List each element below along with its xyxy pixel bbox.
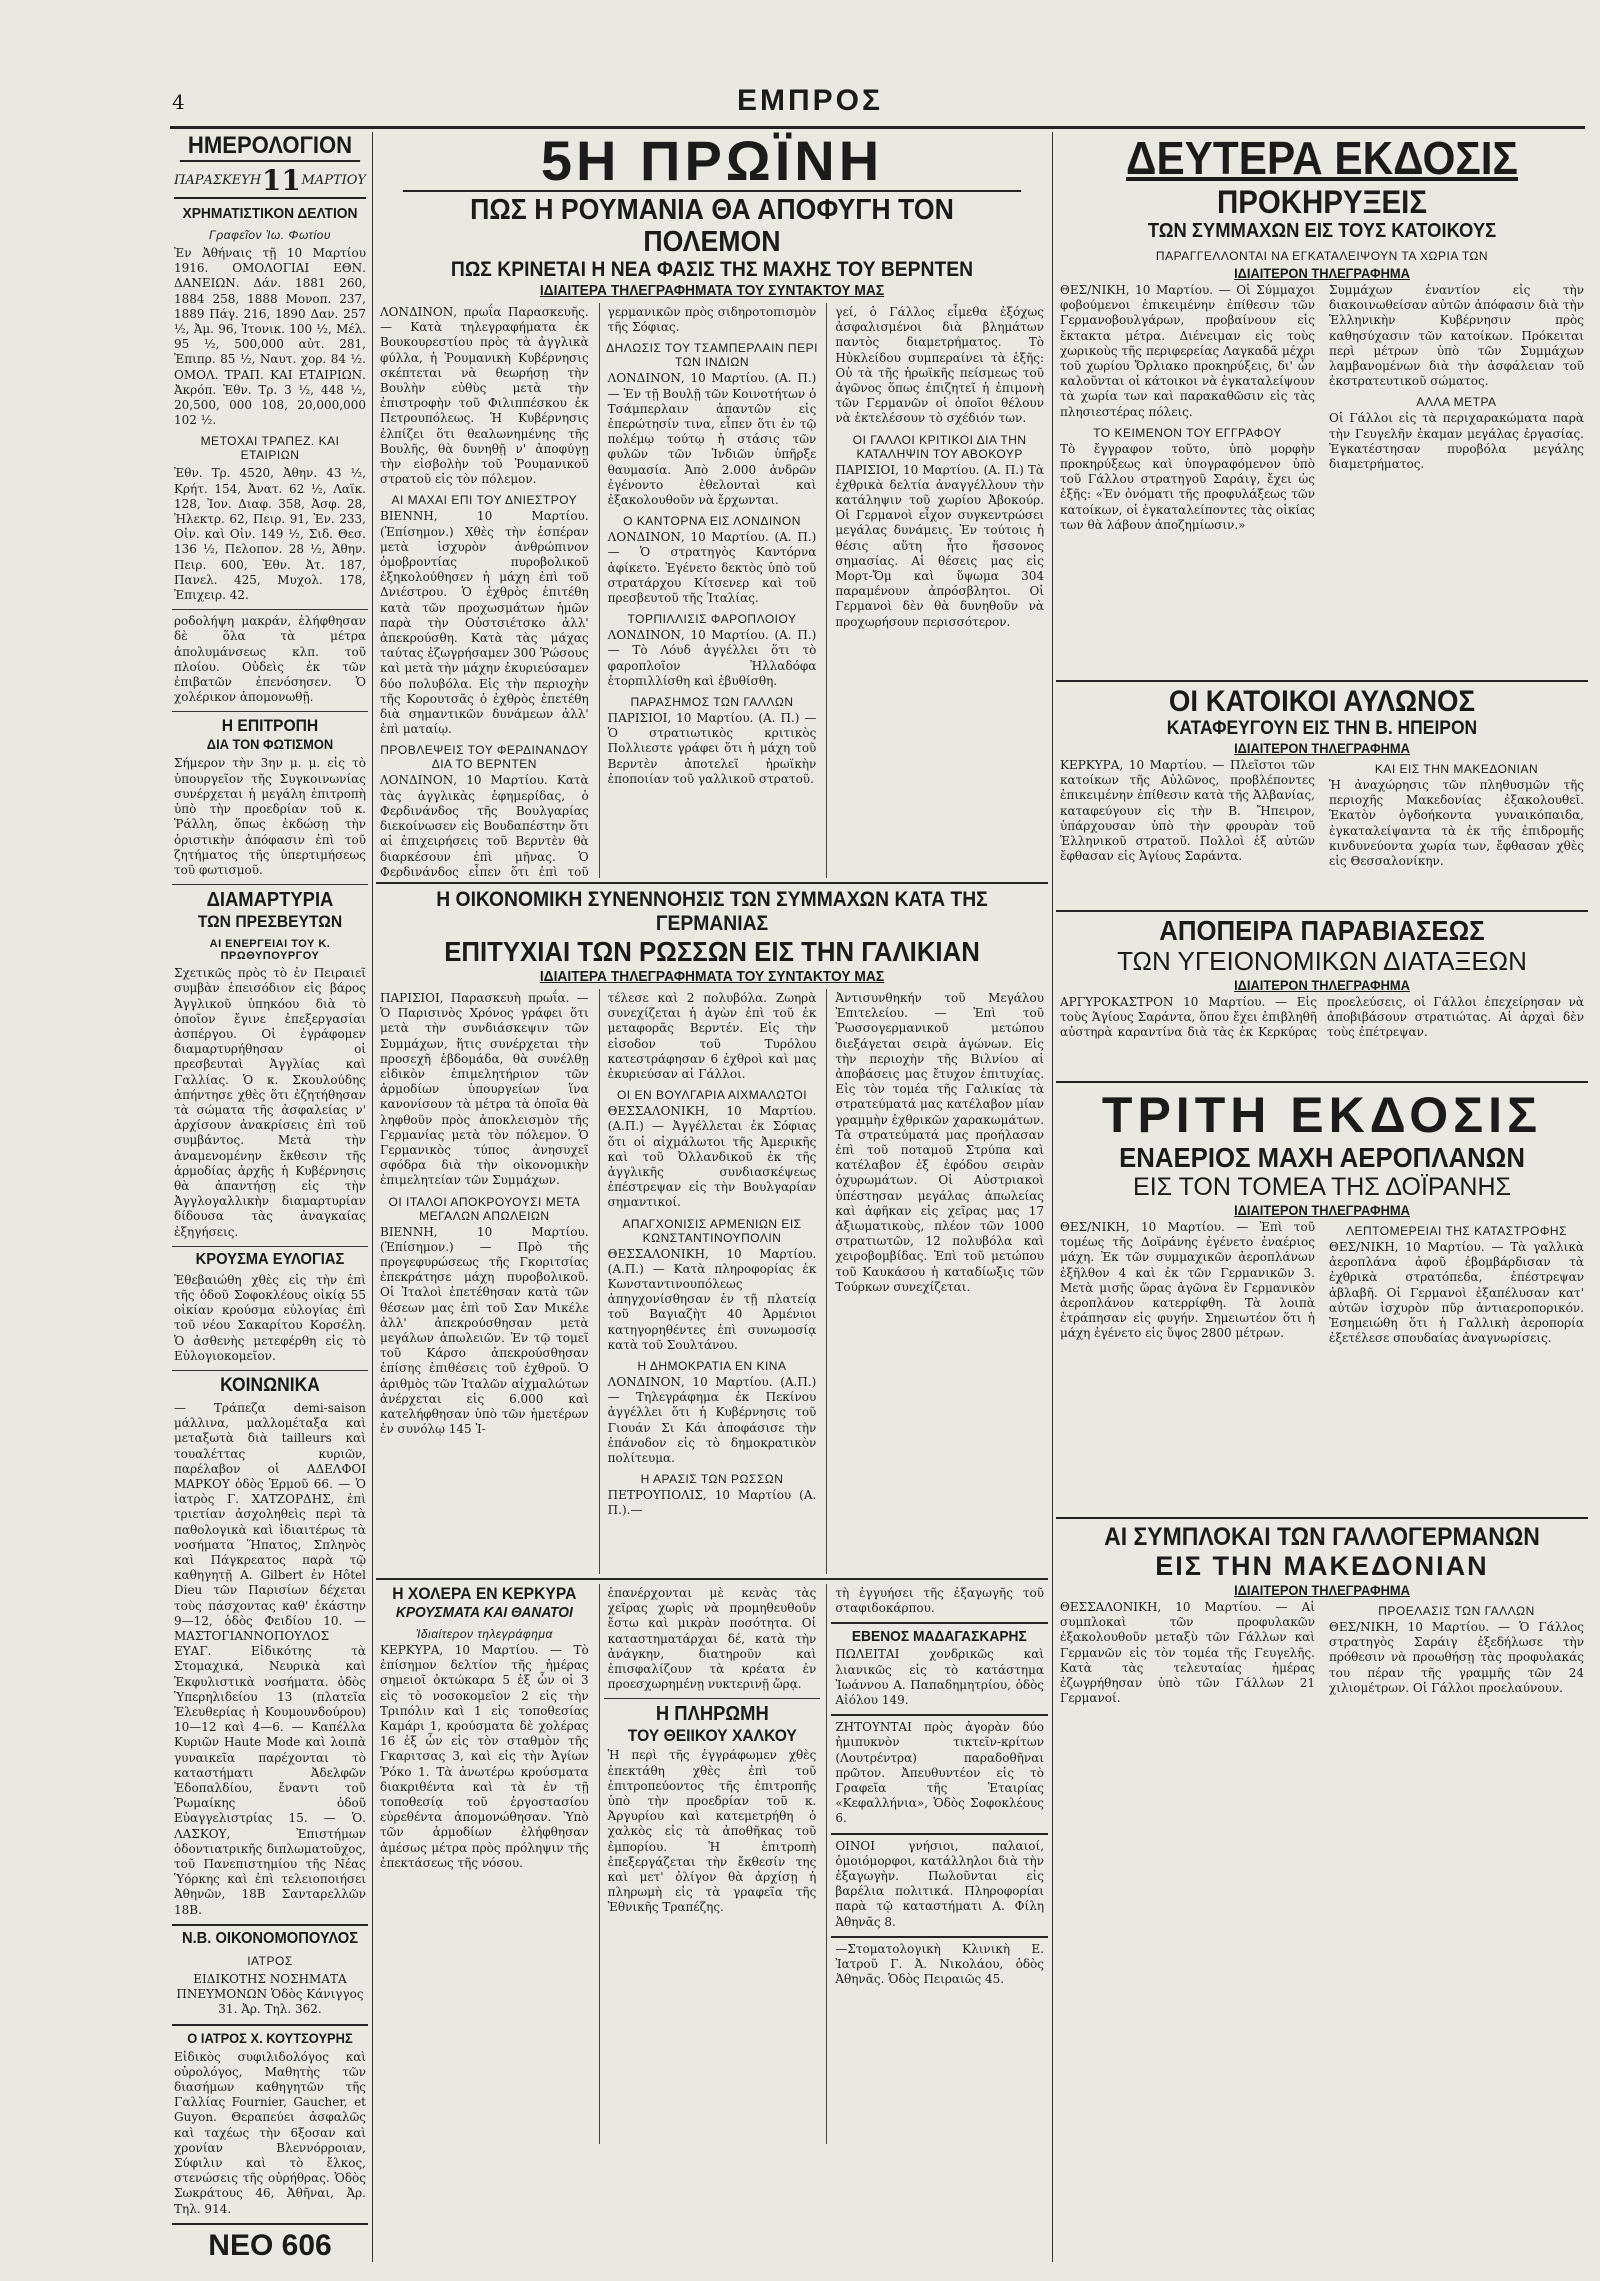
story-text: ΘΕΣ/ΝΙΚΗ, 10 Μαρτίου. — Τὰ γαλλικὰ ἀεροπλάνα ἀφοῦ ἐβομβάρδισαν τὰ ἐχθρικὰ στρατόπεδα, ἐπέστρεψαν ἀβλαβῆ. Οἱ Γερμανοὶ ἐξαπέλυσαν κατ' αὐτῶν ἰσχυρὸν πῦρ ἀντιαεροπορικόν. Ἐσημειώθη ὅτι ἡ Γαλλικὴ ἀεροπορία ἐξετέλεσε σπουδαίας ἀναγνωρίσεις. [1329, 1240, 1584, 1346]
story-text: ΛΟΝΔΙΝΟΝ, 10 Μαρτίου. (Α. Π.) — Ὁ στρατηγὸς Καντόρνα ἀφίκετο. Ἐγένετο δεκτὸς ὑπὸ τοῦ στρατάρχου Κίτσενερ καὶ τοῦ πρεσβευτοῦ τῆς Ἰταλίας. [607, 530, 817, 606]
protest-title: ΔΙΑΜΑΡΤΥΡΙΑ [206, 889, 334, 912]
third-edition-title: ΤΡΙΤΗ ΕΚΔΟΣΙΣ [1101, 1087, 1543, 1143]
skirmishes-stories [1056, 1598, 1588, 1848]
social-text: — Τράπεζα demi-saison μάλλινα, μαλλομέταξα καὶ μεταξωτὰ διὰ tailleurs καὶ τουαλέττας κυριῶν, παρέλαβον οἱ ΑΔΕΛΦΟΙ ΜΑΡΚΟΥ ὁδὸς Ἑρμοῦ 66. — Ὁ ἰατρὸς Γ. ΧΑΤΖΟΡΔΗΣ, ἐπὶ τριετίαν ἀσχοληθεὶς περὶ τὰ παθολογικὰ καὶ ἰδιαιτέρως τὰ νοσήματα Ἥπατος, Σπληνὸς καὶ Πάγκρεατος παρὰ τῷ καθηγητῇ A. Gilbert ἐν Hôtel Dieu τῶν Παρισίων δέχεται τοὺς πάσχοντας καθ' ἑκάστην 9—12, ὁδὸς Φειδίου 10. — ΜΑΣΤΟΓΙΑΝΝΟΠΟΥΛΟΣ ΕΥΑΓ. Εἰδικότης τὰ Στομαχικά, Νευρικὰ καὶ Ἐκφυλιστικὰ νοσήματα. ὁδὸς Ὑπερηλιδείου 13 (πλατεῖα Ἐλευθερίας ἡ Κουμουνδούρου) 10—12 καὶ 4—6. — Καπέλλα Κυριῶν Haute Mode καὶ λοιπὰ γυναικεῖα παρέχονται τὸ καταστήματι Ἀδελφῶν Ἐδοπαλδίου, ἔναντι τοῦ Ῥωμαίκης ὁδοῦ Εὐαγγελιστρίας 15. — Ὁ. ΛΑΣΚΟΥ, Ἐπιστήμων ὀδοντιατρικῆς διπλωματοῦχος, τοῦ Πανεπιστημίου τῆς Νέας Ὑόρκης καὶ ἐπὶ τελειοποιήσει Ἀθηνῶν, 18Β Σανταρελλῶν 18Β. [174, 1400, 366, 1917]
economic-col-c [826, 989, 1048, 1574]
story-text: Ἀντισυνθηκήν τοῦ Μεγάλου Ἐπιτελείου. — Ἐπὶ τοῦ Ῥωσσογερμανικοῦ μετώπου διεξάγεται σειρὰ ἀγώνων. Εἰς τὴν περιοχὴν τῆς Βιλνίου αἱ ἀποβάσεις μας ἔτυχον ἐπιτυχίας. Εἰς τὸν τομέα τῆς Γαλικίας τὰ στρατεύματά μας κατέλαβον μίαν γραμμὴν ἐχθρικῶν χαρακωμάτων. Τὰ στρατεύματά μας προήλασαν ἐπὶ τοῦ ποταμοῦ Στρύπα καὶ κατέλαβον ἐξ ἐφόδου σειρὰν ὀχυρωμάτων. Οἱ Αὐστριακοὶ ὑπέστησαν μεγάλας ἀπωλείας καὶ ἀφῆκαν εἰς χεῖρας μας 17 ἀξιωματικοὺς, πλέον τῶν 1000 στρατιωτῶν, 12 πολυβόλα καὶ χειροβομβίδας. Ἐπὶ τοῦ μετώπου τοῦ Καυκάσου ἡ καταδίωξις τῶν Τούρκων συνεχίζεται. [835, 991, 1045, 1294]
wine-ad-text: ΟΙΝΟΙ γνήσιοι, παλαιοί, ὁμοιόμορφοι, κατάλληλοι διὰ τὴν ἐξαγωγὴν. Πωλοῦνται εἰς βαρέλια πολιτικά. Πληροφορίαι παρὰ τῷ καταστήματι Α. Φίλη Ἀθηνᾶς 8. [835, 1838, 1045, 1929]
proclamation-col-b [1325, 281, 1588, 676]
left-column [172, 132, 368, 2262]
headline-economic: Η ΟΙΚΟΝΟΜΙΚΗ ΣΥΝΕΝΝΟΗΣΙΣ ΤΩΝ ΣΥΜΜΑΧΩΝ ΚΑΤΑ ΤΗΣ ΓΕΡΜΑΝΙΑΣ [436, 888, 988, 935]
edition-title: 5Η ΠΡΩΪΝΗ [540, 132, 884, 192]
divider [831, 1833, 1048, 1835]
doctor-ad-subtitle: ΙΑΤΡΟΣ [247, 1953, 293, 1968]
cholera-telegram-note: Ἰδιαίτερον τηλεγράφημα [415, 1627, 553, 1641]
proclamation-stories [1056, 281, 1588, 676]
cholera-column [376, 1584, 593, 2144]
attempt-telegram: ΙΔΙΑΙΤΕΡΟΝ ΤΗΛΕΓΡΑΦΗΜΑ [1234, 977, 1410, 993]
doirani-headline: ΕΙΣ ΤΟΝ ΤΟΜΕΑ ΤΗΣ ΔΟΪΡΑΝΗΣ [1133, 1173, 1511, 1201]
economic-col-b [599, 989, 821, 1574]
avlonas-telegram: ΙΔΙΑΙΤΕΡΟΝ ΤΗΛΕΓΡΑΦΗΜΑ [1234, 740, 1410, 756]
aerial-col-a [1056, 1218, 1319, 1513]
story-text: ΘΕΣ/ΝΙΚΗ, 10 Μαρτίου. — Οἱ Σύμμαχοι φοβούμενοι ἐπικειμένην ἐπίθεσιν τῶν Γερμανοβουλγάρων, προβαίνουν εἰς ἔκτακτα μέτρα. Διένειμαν εἰς τοὺς χωρικοὺς τῆς περιφερείας Λαγκαδᾶ μέχρι τοῦ χωρίου Ὄρλιακο προκηρύξεις, δι' ὧν καλοῦνται οἱ κάτοικοι νὰ ἐγκαταλείψουν τὰ χωρία των καὶ παρακαθῶσιν εἰς τὰς πλησιεστέρας πόλεις. [1060, 283, 1315, 419]
classifieds-column [826, 1584, 1048, 2144]
story-text: Συμμάχων ἐναντίον εἰς τὴν διακοινωθείσαν αὐτῶν ἀπόφασιν διὰ τὴν Ἑλληνικὴν Κυβέρνησιν πρὸς καθησύχασιν τῶν κατοίκων. Πρόκειται περὶ μέτρων ὑπὸ τῶν Συμμάχων λαμβανομένων διὰ τὴν ἀσφάλειαν τοῦ ἐκστρατευτικοῦ σώματος. [1329, 283, 1584, 389]
doctor-ad-text: ΕΙΔΙΚΟΤΗΣ ΝΟΣΗΜΑΤΑ ΠΝΕΥΜΟΝΩΝ Ὁδὸς Κάνιγγος 31. Ἀρ. Τηλ. 362. [176, 1971, 364, 2017]
story-text: ΛΟΝΔΙΝΟΝ, 10 Μαρτίου. (Α. Π.) — Ἐν τῇ Βουλῇ τῶν Κοινοτήτων ὁ Τσάμπερλαιν ἀπαντῶν εἰς ἐπερώτησίν τινα, εἶπεν ὅτι ἐν τῷ πολέμῳ τούτῳ ἡ στάσις τῶν φυλῶν τῶν Ἰνδιῶν ὑπῆρξε θαυμασία. Ἀπὸ 2.000 ἀνδρῶν ἐγένοντο ἐθελονταὶ καὶ ἐξακολουθοῦν νὰ ἔρχωνται. [607, 371, 817, 508]
divider [831, 1622, 1048, 1624]
story-text: ΛΟΝΔΙΝΟΝ, 10 Μαρτίου. Κατὰ τὰς ἀγγλικὰς ἐφημερίδας, ὁ Φερδινάνδος τῆς Βουλγαρίας διεκοίνωσεν εἰς Βουδαπέστην ὅτι αἱ ἐπιχειρήσεις τοῦ Βερντὲν θὰ διαρκέσουν ἐπὶ μῆνας. Ὁ Φερδινάνδος εἶπεν ὅτι ἐπὶ τοῦ [380, 773, 589, 878]
wanted-ad-text: ΖΗΤΟΥΝΤΑΙ πρὸς ἀγορὰν δύο ἠμιπυκνὸν τικτεῖν-κρίτων (Λουτρέντρα) παραδοθῆναι πρῶτον. Ἀπευθυντέον εἰς τὸ Γραφεῖα τῆς Ἑταιρίας «Κεφαλλήνια», Ὁδὸς Σοφοκλέους 6. [835, 1720, 1045, 1826]
attempt-title: ΑΠΟΠΕΙΡΑ ΠΑΡΑΒΙΑΣΕΩΣ [1159, 915, 1485, 946]
story-subheading: ΑΠΑΓΧΟΝΙΣΙΣ ΑΡΜΕΝΙΩΝ ΕΙΣ ΚΩΝΣΤΑΝΤΙΝΟΥΠΟΛΙΝ [622, 1216, 802, 1245]
doctor-ad-2-title: Ο ΙΑΤΡΟΣ Χ. ΚΟΥΤΣΟΥΡΗΣ [187, 2029, 353, 2046]
bourse-text-3: ροδολήψη μακράν, ἐλήφθησαν δὲ ὅλα τὰ μέτρα ἀπολυμάνσεως κλπ. τοῦ πλοίου. Οὐδεὶς ἐκ τῶν ἐπιβατῶν ἐπενόσησεν. Ὁ χολέρικον ἀπομονωθῇ. [174, 614, 366, 705]
story-text: ΘΕΣ/ΝΙΚΗ, 10 Μαρτίου. — Ἐπὶ τοῦ τομέως τῆς Δοϊράνης ἐγένετο ἐναέριος μάχη. Ἐκ τῶν συμμαχικῶν ἀεροπλάνων ἐξῆλθον 4 καὶ ἐκ τῶν Γερμανικῶν 3. Μετὰ μισῆς ὥρας ἀγῶνα ἓν Γερμανικὸν ἀεροπλάνον κατερρίφθη. Τὰ λοιπὰ ἐτράπησαν εἰς φυγήν. Σημειωτέον ὅτι ἡ μάχη ἐγένετο εἰς ὕψος 2800 μέτρων. [1060, 1220, 1315, 1341]
divider [172, 884, 368, 885]
second-edition-title: ΔΕΥΤΕΡΑ ΕΚΔΟΣΙΣ [1126, 132, 1518, 184]
headline-romania: ΠΩΣ Η ΡΟΥΜΑΝΙΑ ΘΑ ΑΠΟΦΥΓΗ ΤΟΝ ΠΟΛΕΜΟΝ [403, 190, 1021, 258]
attempt-subtitle: ΤΩΝ ΥΓΕΙΟΝΟΜΙΚΩΝ ΔΙΑΤΑΞΕΩΝ [1117, 946, 1527, 976]
lead-story-col-b [599, 303, 821, 878]
story-text: Ἡ ἀναχώρησις τῶν πληθυσμῶν τῆς περιοχῆς Μακεδονίας ἐξακολουθεῖ. Ἑκατὸν ὀγδοήκοντα γυναικόπαιδα, ἐγκαταλείψαντα τὰ ἐκ τῆς ἐπιδρομῆς κινδυνεύοντα χωρία των, ἔφθασαν χθὲς εἰς Θεσσαλονίκην. [1329, 778, 1584, 869]
lead-story-col-c [826, 303, 1048, 878]
macedonia-headline: ΕΙΣ ΤΗΝ ΜΑΚΕΔΟΝΙΑΝ [1155, 1551, 1489, 1581]
story-subheading: ΑΙ ΜΑΧΑΙ ΕΠΙ ΤΟΥ ΔΝΙΕΣΤΡΟΥ [391, 493, 578, 508]
committee-title: Η ΕΠΙΤΡΟΠΗ [221, 716, 319, 736]
story-subheading: Η ΔΗΜΟΚΡΑΤΙΑ ΕΝ ΚΙΝΑ [637, 1359, 787, 1374]
story-subheading: ΠΡΟΒΛΕΨΕΙΣ ΤΟΥ ΦΕΡΔΙΝΑΝΔΟΥ ΔΙΑ ΤΟ ΒΕΡΝΤΕΝ [380, 743, 589, 772]
story-subheading: Η ΑΡΑΣΙΣ ΤΩΝ ΡΩΣΣΩΝ [640, 1472, 784, 1487]
payment-title: Η ΠΛΗΡΩΜΗ [655, 1703, 769, 1726]
calendar-date: 11 [261, 164, 301, 197]
story-text: ἐπανέρχονται μὲ κενὰς τὰς χεῖρας χωρὶς νὰ προμηθευθοῦν ἔστω καὶ μικρὰν ποσότητα. Οἱ καταστηματάρχαι δέ, κατὰ τὴν ἀνάγκην, διατηροῦν καὶ ἐπισφαλίζουν τὰ κρέατα ἐν προεσχωρημένῃ νυκτερινῇ ὥρᾳ. [607, 1586, 817, 1692]
headline-telegram: ΙΔΙΑΙΤΕΡΟΝ ΤΗΛΕΓΡΑΦΗΜΑ [1234, 265, 1410, 281]
headline-proclamations: ΠΡΟΚΗΡΥΞΕΙΣ [1216, 184, 1428, 220]
right-column [1056, 132, 1588, 2262]
divider [172, 2223, 368, 2225]
headline-telegrams-2: ΙΔΙΑΙΤΕΡΑ ΤΗΛΕΓΡΑΦΗΜΑΤΑ ΤΟΥ ΣΥΝΤΑΚΤΟΥ ΜΑΣ [539, 968, 885, 985]
header-rule [170, 126, 1585, 129]
divider [172, 2024, 368, 2026]
divider [831, 1936, 1048, 1938]
story-text: ΠΕΤΡΟΥΠΟΛΙΣ, 10 Μαρτίου (Α. Π.).— [607, 1488, 817, 1518]
story-text: ΛΟΝΔΙΝΟΝ, 10 Μαρτίου. (Α.Π.) — Τηλεγράφημα ἐκ Πεκίνου ἀγγέλλει ὅτι ἡ Κυβέρνησις τοῦ Γιουάν Σι Κάι ἀποφάσισε τὴν ἐπάνοδον εἰς τὸ δημοκρατικὸν πολίτευμα. [607, 1375, 817, 1466]
economic-col-a [376, 989, 593, 1574]
story-subheading: ΛΕΠΤΟΜΕΡΕΙΑΙ ΤΗΣ ΚΑΤΑΣΤΡΟΦΗΣ [1346, 1224, 1567, 1238]
calendar-date-row [174, 164, 366, 199]
skirmishes-col-b [1325, 1598, 1588, 1848]
headline-villages: ΠΑΡΑΓΓΕΛΛΟΝΤΑΙ ΝΑ ΕΓΚΑΤΑΛΕΙΨΟΥΝ ΤΑ ΧΩΡΙΑ ΤΩΝ [1155, 249, 1489, 263]
avlonas-stories [1056, 756, 1588, 906]
story-text: ΘΕΣ/ΝΙΚΗ, 10 Μαρτίου. — Ὁ Γάλλος στρατηγὸς Σαράιγ ἐξεδήλωσε τὴν πρόθεσιν νὰ προωθήσῃ τὰς προφυλακάς του πέραν τῆς γραμμῆς τῶν 24 χιλιομέτρων. Οἱ Γάλλοι προελαύνουν. [1329, 1620, 1584, 1695]
lead-story-col-a [376, 303, 593, 878]
story-subheading: ΟΙ ΙΤΑΛΟΙ ΑΠΟΚΡΟΥΟΥΣΙ ΜΕΤΑ ΜΕΓΑΛΩΝ ΑΠΩΛΕΙΩΝ [388, 1194, 581, 1223]
smallpox-title: ΚΡΟΥΣΜΑ ΕΥΛΟΓΙΑΣ [195, 1250, 345, 1268]
story-text: τέλεσε καὶ 2 πολυβόλα. Ζωηρὰ συνεχίζεται ἡ ἀγὼν ἐπὶ τοῦ ἐκ μεταφορᾶς Βερντέν. Εἰς τὴν εἰσοδον τοῦ Τυρόλου κατεστράφησαν 6 ἐχθροὶ καὶ μας ἐκυριεύσαν αἱ Γάλλοι. [607, 991, 817, 1082]
story-subheading: ΤΟ ΚΕΙΜΕΝΟΝ ΤΟΥ ΕΓΓΡΑΦΟΥ [1093, 425, 1282, 440]
divider [172, 1924, 368, 1926]
story-text: ΠΑΡΙΣΙΟΙ, 10 Μαρτίου. (Α. Π.) Τὰ ἐχθρικὰ δελτία ἀναγγέλλουν τὴν κατάληψιν τοῦ χωρίου Ἀβοκούρ. Οἱ Γερμανοὶ εἶχον συγκεντρώσει μεγάλας δυνάμεις. Ἐν τούτοις ἡ θέσις αὕτη ἦτο ἥσσονος σημασίας. Αἱ θέσεις μας εἰς Μορτ-Ὄμ καὶ ὕψωμα 304 παραμένουν ἀπρόσβλητοι. Οἱ Γερμανοὶ δὲν θὰ δυνηθοῦν νὰ προχωρήσουν περισσότερον. [835, 462, 1045, 629]
social-title: ΚΟΙΝΩΝΙΚΑ [220, 1374, 320, 1396]
avlonas-col-a [1056, 756, 1319, 906]
avlonas-subtitle: ΚΑΤΑΦΕΥΓΟΥΝ ΕΙΣ ΤΗΝ Β. ΗΠΕΙΡΟΝ [1166, 718, 1478, 739]
story-subheading: ΤΟΡΠΙΛΛΙΣΙΣ ΦΑΡΟΠΛΟΙΟΥ [627, 612, 797, 627]
bourse-subheading: ΜΕΤΟΧΑΙ ΤΡΑΠΕΖ. ΚΑΙ ΕΤΑΙΡΙΩΝ [200, 434, 340, 463]
cholera-subtitle: ΚΡΟΥΣΜΑΤΑ ΚΑΙ ΘΑΝΑΤΟΙ [395, 1604, 573, 1621]
headline-verdun: ΠΩΣ ΚΡΙΝΕΤΑΙ Η ΝΕΑ ΦΑΣΙΣ ΤΗΣ ΜΑΧΗΣ ΤΟΥ ΒΕΡΝΤΕΝ [450, 258, 974, 281]
masthead: ΕΜΠΡΟΣ [736, 84, 883, 117]
story-subheading: ΠΡΟΕΛΑΣΙΣ ΤΩΝ ΓΑΛΛΩΝ [1378, 1604, 1535, 1618]
story-text: ΠΑΡΙΣΙΟΙ, 10 Μαρτίου. (Α. Π.) — Ὁ στρατιωτικὸς κριτικὸς Πολλιεστε γράφει ὅτι ἡ μάχη τοῦ Βερντὲν ἀποτελεῖ ἡρωϊκὴν ἐποποιίαν τοῦ γαλλικοῦ στρατοῦ. [607, 711, 817, 786]
divider [604, 1698, 821, 1699]
bottom-stories [376, 1584, 1048, 2144]
aerial-battle-headline: ΕΝΑΕΡΙΟΣ ΜΑΧΗ ΑΕΡΟΠΛΑΝΩΝ [1119, 1142, 1525, 1173]
story-subheading: Ο ΚΑΝΤΟΡΝΑ ΕΙΣ ΛΟΝΔΙΝΟΝ [623, 514, 801, 529]
aerial-col-b [1325, 1218, 1588, 1513]
smallpox-text: Ἐθεβαιώθη χθὲς εἰς τὴν ἐπὶ τῆς ὁδοῦ Σοφοκλέους οἰκίᾳ 55 οἰκίαν κρούσμα εὐλογίας ἐπὶ τοῦ νέου Σακαρίτου Κορσέλη. Ὁ ἀσθενὴς μετεφέρθη εἰς τὸ Εὐλογιοκομεῖον. [174, 1272, 366, 1363]
aerial-stories [1056, 1218, 1588, 1513]
skirmishes-col-a [1056, 1598, 1319, 1848]
proclamation-col-a [1056, 281, 1319, 676]
story-subheading: ΟΙ ΕΝ ΒΟΥΛΓΑΡΙΑ ΑΙΧΜΑΛΩΤΟΙ [616, 1088, 808, 1103]
headline-telegrams: ΙΔΙΑΙΤΕΡΑ ΤΗΛΕΓΡΑΦΗΜΑΤΑ ΤΟΥ ΣΥΝΤΑΚΤΟΥ ΜΑΣ [539, 282, 885, 299]
economic-stories [376, 989, 1048, 1574]
avlonas-col-b [1325, 756, 1588, 906]
headline-allies: ΤΩΝ ΣΥΜΜΑΧΩΝ ΕΙΣ ΤΟΥΣ ΚΑΤΟΙΚΟΥΣ [1147, 220, 1497, 242]
neo-606-title: ΝΕΟ 606 [208, 2228, 332, 2262]
divider [172, 1246, 368, 1247]
story-text: γερμανικῶν πρὸς σιδηροτοπισμὸν τῆς Σόφιας. [607, 305, 817, 335]
story-subheading: ΟΙ ΓΑΛΛΟΙ ΚΡΙΤΙΚΟΙ ΔΙΑ ΤΗΝ ΚΑΤΑΛΗΨΙΝ ΤΟΥ ΑΒΟΚΟΥΡ [852, 432, 1027, 461]
bourse-text-2: Ἐθν. Τρ. 4520, Ἀθην. 43 ½, Κρήτ. 154, Ἀνατ. 62 ½, Λαϊκ. 128, Ἰον. Διαφ. 358, Ἀσφ. 28, Ἠλεκτρ. 62, Πειρ. 91, Ἐν. 233, Οἰν. καὶ Οἰν. 149 ½, Σιδ. Θεσ. 136 ½, Πελοπον. 28 ½, Ἀθην. Πειρ. 600, Ἐθν. Ἀτ. 187, Πανελ. 425, Μυχολ. 178, Ἐπιχειρ. 42. [174, 466, 366, 603]
story-subheading: ΑΛΛΑ ΜΕΤΡΑ [1416, 395, 1497, 410]
skirmishes-headline: ΑΙ ΣΥΜΠΛΟΚΑΙ ΤΩΝ ΓΑΛΛΟΓΕΡΜΑΝΩΝ [1104, 1523, 1540, 1551]
cholera-title: Η ΧΟΛΕΡΑ ΕΝ ΚΕΡΚΥΡΑ [392, 1584, 577, 1603]
madagascar-ad-title: ΕΒΕΝΟΣ ΜΑΔΑΓΑΣΚΑΡΗΣ [852, 1628, 1028, 1646]
divider [172, 1370, 368, 1371]
story-text: ΒΙΕΝΝΗ, 10 Μαρτίου. (Ἐπίσημον.) — Πρὸ τῆς προγεφυρώσεως τῆς Γκοριτσίας ἐπεκράτησε μάχη πυροβολικοῦ. Οἱ Ἰταλοὶ ἐπετέθησαν κατὰ τῶν θέσεων μας ἐπὶ τοῦ Σαν Μικέλε ἀλλ' ἀπεκρούσθησαν μετὰ μεγάλων ἀπωλειῶν. Ἐν τῷ τομεῖ τοῦ Κάρσο ἀπεκρούσθησαν ἐπίσης ἐπιθέσεις τοῦ ἐχθροῦ. Ὁ ἀριθμὸς τῶν Ἰταλῶν αἰχμαλώτων ἀνέρχεται εἰς 6.000 καὶ κατελήφθησαν ὑπὸ τῶν ἡμετέρων ἐν συνόλῳ 145 Ἰ- [380, 1224, 589, 1437]
divider [1056, 680, 1588, 682]
story-text: γεί, ὁ Γάλλος εἶμεθα ἐξόχως ἀσφαλισμένοι διὰ βλημάτων παντὸς διαμετρήματος. Τὸ Ηὐκλείδου συμπεραίνει τὰ ἑξῆς: Οὐ τὰ τῆς ἡρωϊκῆς πείσμεως τοῦ ἀγῶνος ὅπως ἐπιζητεῖ ἡ ἐπιμονὴ τῶν Γερμανῶν οἱ ὁποῖοι θέλουν νὰ ἐκτελέσουν τὸ σχέδιόν των. [835, 305, 1045, 426]
divider [1056, 1081, 1588, 1083]
protest-subheading: ΑΙ ΕΝΕΡΓΕΙΑΙ ΤΟΥ Κ. ΠΡΩΘΥΠΟΥΡΓΟΥ [209, 938, 331, 963]
payment-text: Ἡ περὶ τῆς ἐγγράφωμεν χθὲς ἐπεκτάθη χθὲς ἐπὶ τοῦ ἐπιτροπεύοντος τῆς ἐπιτροπῆς ὑπὸ τὴν προεδρίαν τοῦ κ. Ἀργυρίου καὶ κατεμετρήθη ὁ χαλκὸς εἰς τὰ ἀποθῆκας τοῦ ἐμπορίου. Ἡ ἐπιτροπὴ ἐπεξεργάζεται τὴν ἔκθεσίν της καὶ μετ' ὀλίγον θὰ ἀρχίσῃ ἡ πληρωμὴ εἰς τὰ γραφεῖα τῆς Ἐθνικῆς Τραπέζης. [607, 1748, 817, 1915]
column-rule-1 [372, 132, 373, 2262]
bourse-title: ΧΡΗΜΑΤΙΣΤΙΚΟΝ ΔΕΛΤΙΟΝ [182, 205, 358, 222]
story-text: ΠΑΡΙΣΙΟΙ, Παρασκευὴ πρωΐα. — Ὁ Παρισινὸς Χρόνος γράφει ὅτι μετὰ τὴν συνδιάσκεψιν τῶν Συμμάχων, ἥτις συνέρχεται τὴν προσεχῆ ἑβδομάδα, θὰ συνέλθῃ εἰδικὸν ἐπιμελητήριον τῶν ἀρμοδίων ὑπουργείων ἵνα κανονίσουν τὰ μέτρα τὰ ὁποῖα θὰ ληφθοῦν πρὸς ἀποκλεισμὸν τῆς Γερμανίας μετὰ τὸν πόλεμον. Ὁ Γερμανικὸς τύπος ἀνησυχεῖ σφόδρα διὰ τὴν οἰκονομικὴν ἐπιμελητείαν τῶν Συμμάχων. [380, 991, 589, 1188]
story-text: Τὸ ἔγγραφον τοῦτο, ὑπὸ μορφὴν προκηρύξεως καὶ ὑπογραφόμενον ὑπὸ τοῦ Γάλλου στρατηγοῦ Σαράιγ, ἔχει ὡς ἑξῆς: «Ἐν ὀνόματι τῆς προφυλάξεως τῶν κατοίκων, οἱ ἐγκαταλείποντες τὰς οἰκίας των θὰ λάβουν ἀποζημίωσιν.» [1060, 441, 1315, 532]
divider [376, 1578, 1048, 1580]
story-text: ΚΕΡΚΥΡΑ, 10 Μαρτίου. — Πλεῖστοι τῶν κατοίκων τῆς Αὐλῶνος, προβλέποντες ἐπικειμένην ἐπίθεσιν κατὰ τῆς Ἀλβανίας, καταφεύγουν εἰς τὴν Β. Ἤπειρον, ὑπάρχουσαν ὑπὸ τὴν φρουρὰν τοῦ Ἑλληνικοῦ στρατοῦ. Πολλοὶ ἐξ αὐτῶν ἔφθασαν εἰς Ἀγίους Σαράντα. [1060, 758, 1315, 864]
doctor-ad-2-text: Εἰδικὸς συφιλιδολόγος καὶ οὐρολόγος, Μαθητὴς τῶν διασήμων καθηγητῶν τῆς Γαλλίας Fournier, Gaucher, et Guyon. Θεραπεύει ἀσφαλῶς καὶ ταχέως τὴν 6ξοσαν καὶ χρονίαν Βλεννόρροιαν, Σύφιλιν καὶ τὸ ἔλκος, στενώσεις τῆς οὐρήθρας. Ὁδὸς Σωκράτους 46, Ἀθῆναι, Ἀρ. Τηλ. 914. [174, 2049, 366, 2216]
lead-stories [376, 303, 1048, 878]
story-subheading: ΠΑΡΑΣΗΜΟΣ ΤΩΝ ΓΑΛΛΩΝ [630, 695, 794, 710]
story-text: ΘΕΣΣΑΛΟΝΙΚΗ, 10 Μαρτίου. — Αἱ συμπλοκαὶ τῶν προφυλακῶν ἐξακολουθοῦν μεταξὺ τῶν Γάλλων καὶ Γερμανῶν εἰς τὸν τομέα τῆς Γευγελῆς. Κατὰ τὰς τελευταίας ἡμέρας ἐζωγρήθησαν ὑπὸ τῶν Γάλλων 21 Γερμανοί. [1060, 1600, 1315, 1706]
bourse-text: Ἐν Ἀθήναις τῇ 10 Μαρτίου 1916. ΟΜΟΛΟΓΙΑΙ ΕΘΝ. ΔΑΝΕΙΩΝ. Δάν. 1881 260, 1884 258, 1888 Μονοπ. 237, 1889 Πάγ. 216, 1890 Δαν. 257 ½, Ἀμ. 96, Ἰτονικ. 100 ½, Μέλ. 95 ½, 500,000 αὐτ. 281, Ἐπιπρ. 85 ½, Ναυτ. χορ. 84 ½. ΟΜΟΛ. ΤΡΑΠ. ΚΑΙ ΕΤΑΙΡΙΩΝ. Ἀκρόπ. Ἐθν. Τρ. 3 ½, 448 ½, 20,500, 000 108, 20,000,000 102 ½. [174, 246, 366, 428]
payment-column [599, 1584, 821, 2144]
column-rule-2 [1052, 132, 1053, 2262]
divider [172, 609, 368, 610]
story-text: τὴ ἐγγυήσει τῆς ἐξαγωγῆς τοῦ σταφιδοκάρπου. [835, 1586, 1045, 1616]
page-number: 4 [172, 90, 185, 114]
story-text: ΘΕΣΣΑΛΟΝΙΚΗ, 10 Μαρτίου. (Α.Π.) — Ἀγγέλλεται ἐκ Σόφιας ὅτι οἱ αἰχμάλωτοι τῆς Ἀμερικῆς καὶ τοῦ Ὀλλανδικοῦ ἐκ τῆς ἀγγλικῆς συνδιασκέψεως ἐπέστρεψαν εἰς τὴν Βουλγαρίαν σημαντικοί. [607, 1104, 817, 1210]
committee-text: Σήμερον τὴν 3ην μ. μ. εἰς τὸ ὑπουργεῖον τῆς Συγκοινωνίας συνέρχεται ἡ μεγάλη ἐπιτροπὴ ὑπὸ τὴν προεδρίαν τοῦ κ. Ῥάλλη, ὅπως ἐκδώσῃ τὴν ὁριστικὴν ἀπόφασιν ἐπὶ τοῦ ζητήματος τῆς ὑπερτιμήσεως τοῦ φωτισμοῦ. [174, 756, 366, 877]
divider [831, 1714, 1048, 1716]
protest-text: Σχετικῶς πρὸς τὸ ἐν Πειραιεῖ συμβὰν ἐπεισόδιον εἰς βάρος Ἀγγλικοῦ ὑπηκόου διὰ τὸ ὁποῖον ἔγινε ἐπεξεργασίαι ἀσπέργου. Οἱ ἐγράφομεν διαμαρτυρήθησαν οἱ πρεσβευταὶ Ἀγγλίας καὶ Γαλλίας. Ὁ κ. Σκουλούδης ἀπήντησε χθὲς ὅτι ἐζητήθησαν τὰ σώματα τῆς ἀσφαλείας ν' ἀρχίσουν ἀνακρίσεις ἐπὶ τοῦ συμβάντος. Μετὰ τὴν ἀναμενομένην ἔκθεσιν τῆς ἁρμοδίας ἀρχῆς ἡ Κυβέρνησις θὰ ἀπαντήσῃ εἰς τὴν Ἀγγλογαλλικὴν διαμαρτυρίαν δίδουσα τὰς ἀναγκαίας ἐξηγήσεις. [174, 966, 366, 1239]
story-text: ΛΟΝΔΙΝΟΝ, 10 Μαρτίου. (Α. Π.) — Τὸ Λόυδ ἀγγέλλει ὅτι τὸ φαροπλοῖον Ἠλλαδόφα ἐτορπιλλίσθη καὶ ἐβυθίσθη. [607, 628, 817, 688]
calendar-month: ΜΑΡΤΙΟΥ [301, 173, 366, 188]
bourse-subtitle: Γραφεῖον Ἰω. Φωτίου [209, 228, 331, 242]
doctor-ad-title: Ν.Β. ΟΙΚΟΝΟΜΟΠΟΥΛΟΣ [181, 1929, 359, 1947]
headline-galicia: ΕΠΙΤΥΧΙΑΙ ΤΩΝ ΡΩΣΣΩΝ ΕΙΣ ΤΗΝ ΓΑΛΙΚΙΑΝ [444, 936, 980, 967]
calendar-day: ΠΑΡΑΣΚΕΥΗ [174, 173, 262, 188]
story-text: ΘΕΣΣΑΛΟΝΙΚΗ, 10 Μαρτίου. (Α.Π.) — Κατὰ πληροφορίας ἐκ Κωνσταντινουπόλεως ἀπηγχονίσθησαν ἐν τῇ πλατείᾳ τοῦ Βαγιαζὴτ 40 Ἀρμένιοι κατηγορηθέντες ἐπὶ συνωμοσίᾳ κατὰ τοῦ Σουλτάνου. [607, 1246, 817, 1352]
divider [1056, 1517, 1588, 1519]
story-text: ΒΙΕΝΝΗ, 10 Μαρτίου. (Ἐπίσημον.) Χθὲς τὴν ἑσπέραν μετὰ ἰσχυρὸν ἀνθρώπινον ὁμοβροντίας πυροβολικοῦ ἐξηκολούθησεν ἡ μάχη ἐπὶ τοῦ Δνιέστρου. Ὁ ἐχθρὸς ἐπιτέθη κατὰ τῶν προχωσμάτων ἡμῶν παρὰ τὴν Οὐστσιέτσκο ἀλλ' ἀπεκρούσθη. Κατὰ τὰς μάχας ταύτας ἐζωγρήσαμεν 300 Ῥώσους καὶ μετὰ τὴν μάχην ἐκυριεύσαμεν δύο πολυβόλα. Εἰς τὴν περιοχὴν τῆς Κορουτσᾶς ὁ ἐχθρὸς ἐπετέθη διὰ σημαντικῶν δυνάμεων ἀλλ' ἐπὶ ματαίῳ. [380, 509, 589, 737]
madagascar-ad-text: ΠΩΛΕΙΤΑΙ χονδρικῶς καὶ λιανικῶς εἰς τὸ κατάστημα Ἰωάννου Α. Παπαδημητρίου, ὁδὸς Αἰόλου 149. [835, 1647, 1045, 1708]
attempt-text: ΑΡΓΥΡΟΚΑΣΤΡΟΝ 10 Μαρτίου. — Εἰς τοὺς Ἁγίους Σαράντα, ὅπου ἔχει ἐπιβληθῆ αὐστηρὰ καραντίνα διὰ τὰς ἐκ Κερκύρας προελεύσεις, οἱ Γάλλοι ἐπεχείρησαν νὰ ἀποβιβάσουν στρατιώτας. Αἱ ἀρχαὶ δὲν τοὺς ἐπέτρεψαν. [1060, 995, 1584, 1040]
protest-subtitle: ΤΩΝ ΠΡΕΣΒΕΥΤΩΝ [197, 912, 343, 932]
payment-subtitle: ΤΟΥ ΘΕΙΙΚΟΥ ΧΑΛΚΟΥ [627, 1726, 797, 1746]
story-text: ΛΟΝΔΙΝΟΝ, πρωΐα Παρασκευῆς.— Κατὰ τηλεγραφήματα ἐκ Βουκουρεστίου πρὸς τὰ ἀγγλικὰ φύλλα, ἡ Ῥουμανικὴ Κυβέρνησις σκέπτεται νὰ θεωρήσῃ τὴν Βουλὴν εὐθὺς μετὰ τὴν ἐπιστροφὴν τοῦ Φιλιππέσκου ἐκ Πετρουπόλεως. Ἡ Κυβέρνησις ἐλπίζει ὅτι θεαλωνημένης τῆς Βουλῆς, θὰ δυνηθῇ ν' ἀποφύγῃ τὴν εἰσβολὴν τοῦ Ῥουμανικοῦ στρατοῦ εἰς τὸν πόλεμον. [380, 305, 589, 487]
calendar-title: ΗΜΕΡΟΛΟΓΙΟΝ [180, 132, 360, 162]
cholera-text: ΚΕΡΚΥΡΑ, 10 Μαρτίου. — Τὸ ἐπίσημον δελτίον τῆς ἡμέρας σημειοῖ ὀκτώκαρα 5 ἐξ ὧν οἱ 3 εἰς τὸ νοσοκομεῖον 2 εἰς τὴν Τριπόλιν καὶ 1 εἰς τοποθεσίας Καμάρι 1, κρούσματα δὲ χολέρας 16 ἐξ ὧν εἰς τὸν σταθμὸν τῆς Γκαριτσας 3, καὶ εἰς τὴν Ἀγίων Ῥόκο 1. Τὰ ἀνωτέρω κρούσματα διακριθέντα καὶ τὰ ἐν τῇ τοποθεσίᾳ τοῦ ἐργοστασίου εὑρεθέντα ἀπομονώθησαν. Ὑπὸ τῶν ἀρμοδίων ἐλήφθησαν ἀμέσως μέτρα πρὸς πρόληψιν τῆς ἐπεκτάσεως τῆς νόσου. [380, 1643, 589, 1870]
divider [1056, 910, 1588, 912]
story-text: Οἱ Γάλλοι εἰς τὰ περιχαρακώματα παρὰ τὴν Γευγελῆν ἐκαμαν μεγάλας ἐργασίας. Ἐγκατέστησαν πυροβόλα μεγάλης διαμετρήματος. [1329, 411, 1584, 472]
dentist-ad-text: —Στοματολογικὴ Κλινικὴ Ε. Ἰατροῦ Γ. Ἀ. Νικολάου, ὁδὸς Ἀθηνᾶς. Ὁδὸς Πειραιῶς 45. [835, 1941, 1045, 1987]
center-column [376, 132, 1048, 2262]
aerial-telegram: ΙΔΙΑΙΤΕΡΟΝ ΤΗΛΕΓΡΑΦΗΜΑ [1234, 1202, 1410, 1218]
committee-subtitle: ΔΙΑ ΤΟΝ ΦΩΤΙΣΜΟΝ [206, 736, 334, 753]
avlonas-title: ΟΙ ΚΑΤΟΙΚΟΙ ΑΥΛΩΝΟΣ [1168, 685, 1476, 718]
skirmishes-telegram: ΙΔΙΑΙΤΕΡΟΝ ΤΗΛΕΓΡΑΦΗΜΑ [1234, 1582, 1410, 1598]
divider [376, 882, 1048, 884]
divider [172, 711, 368, 712]
story-subheading: ΔΗΛΩΣΙΣ ΤΟΥ ΤΣΑΜΠΕΡΛΑΙΝ ΠΕΡΙ ΤΩΝ ΙΝΔΙΩΝ [606, 341, 818, 370]
story-subheading: ΚΑΙ ΕΙΣ ΤΗΝ ΜΑΚΕΔΟΝΙΑΝ [1374, 762, 1539, 776]
